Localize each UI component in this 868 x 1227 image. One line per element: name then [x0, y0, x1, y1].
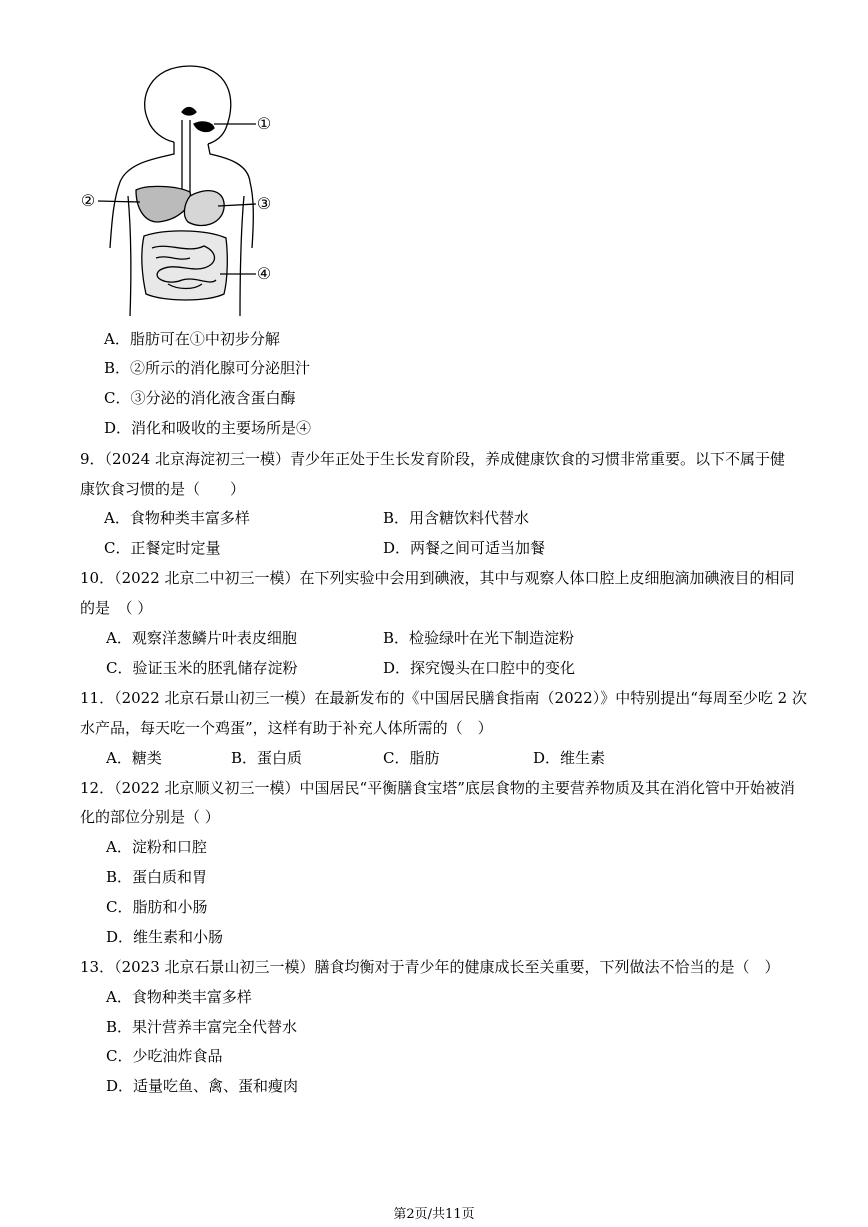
q9-stem-line2: 康饮食习惯的是（ ） — [80, 480, 246, 498]
q13-option-d: D．适量吃鱼、禽、蛋和瘦肉 — [106, 1077, 299, 1095]
q8-option-c: C．③分泌的消化液含蛋白酶 — [104, 389, 296, 407]
q11-stem-line2: 水产品，每天吃一个鸡蛋”，这样有助于补充人体所需的（ ） — [80, 719, 493, 737]
q12-stem-line2: 化的部位分别是（ ） — [80, 808, 220, 826]
label-1: ① — [256, 114, 272, 133]
q11-option-b: B．蛋白质 — [231, 749, 303, 767]
label-2: ② — [80, 191, 96, 210]
q9-option-c: C．正餐定时定量 — [104, 539, 221, 557]
q8-option-a: A．脂肪可在①中初步分解 — [104, 330, 280, 348]
q12-option-b: B．蛋白质和胃 — [106, 868, 208, 886]
q13-option-b: B．果汁营养丰富完全代替水 — [106, 1018, 298, 1036]
q10-option-b: B．检验绿叶在光下制造淀粉 — [383, 629, 575, 647]
q12-option-d: D．维生素和小肠 — [106, 928, 224, 946]
q13-option-a: A．食物种类丰富多样 — [106, 988, 252, 1006]
q10-stem-line2: 的是 （ ） — [80, 599, 153, 617]
q9-option-a: A．食物种类丰富多样 — [104, 509, 250, 527]
label-3: ③ — [256, 194, 272, 213]
q10-option-d: D．探究馒头在口腔中的变化 — [383, 659, 576, 677]
q12-option-c: C．脂肪和小肠 — [106, 898, 208, 916]
page-number: 第2页/共11页 — [393, 1207, 475, 1222]
q11-option-c: C．脂肪 — [383, 749, 440, 767]
q8-option-d: D．消化和吸收的主要场所是④ — [104, 419, 312, 437]
q11-option-a: A．糖类 — [106, 749, 162, 767]
q10-stem-line1: 10．（2022 北京二中初三一模）在下列实验中会用到碘液，其中与观察人体口腔上皮细胞滴加碘液目的相同 — [80, 569, 795, 587]
q9-option-b: B．用含糖饮料代替水 — [383, 509, 530, 527]
q11-stem-line1: 11．（2022 北京石景山初三一模）在最新发布的《中国居民膳食指南（2022）》中特别提出“每周至少吃 2 次 — [80, 689, 807, 707]
q10-option-a: A．观察洋葱鳞片叶表皮细胞 — [106, 629, 297, 647]
q9-stem-line1: 9．（2024 北京海淀初三一模）青少年正处于生长发育阶段，养成健康饮食的习惯非常重要。以下不属于健 — [80, 450, 785, 468]
label-4: ④ — [256, 264, 272, 283]
q10-option-c: C．验证玉米的胚乳储存淀粉 — [106, 659, 298, 677]
q12-option-a: A．淀粉和口腔 — [106, 838, 207, 856]
q13-option-c: C．少吃油炸食品 — [106, 1047, 223, 1065]
q12-stem-line1: 12．（2022 北京顺义初三一模）中国居民“平衡膳食宝塔”底层食物的主要营养物质及其在消化管中开始被消 — [80, 779, 795, 797]
q9-option-d: D．两餐之间可适当加餐 — [383, 539, 546, 557]
q13-stem-line1: 13．（2023 北京石景山初三一模）膳食均衡对于青少年的健康成长至关重要，下列做法不恰当的是（ ） — [80, 958, 780, 976]
q11-option-d: D．维生素 — [533, 749, 606, 767]
q8-option-b: B．②所示的消化腺可分泌胆汁 — [104, 359, 311, 377]
digestive-system-figure — [78, 58, 300, 320]
